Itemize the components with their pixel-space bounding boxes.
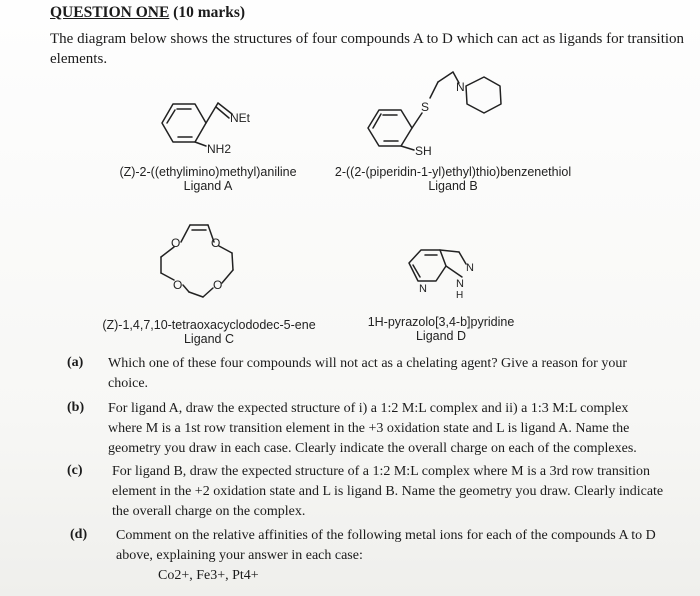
ligand-d-structure — [409, 250, 466, 281]
ligand-b-name: 2-((2-(piperidin-1-yl)ethyl)thio)benzenethiol — [334, 165, 572, 179]
ligand-b-nitrogen-label: N — [456, 80, 465, 94]
ligand-b-thiol-label: SH — [415, 144, 432, 158]
ligand-a-name: (Z)-2-((ethylimino)methyl)aniline — [119, 165, 297, 179]
ligand-a-caption — [108, 165, 308, 193]
metal-ions-list: Co2+, Fe3+, Pt4+ — [158, 568, 259, 583]
ligand-d-nitrogen-3: N — [456, 278, 464, 290]
ligand-d-tag: Ligand D — [415, 329, 467, 343]
ligand-c-oxygen-3: O — [173, 278, 183, 292]
ligand-c-oxygen-2: O — [211, 236, 221, 250]
question-title: QUESTION ONE — [50, 4, 170, 21]
ligand-d-name: 1H-pyrazolo[3,4-b]pyridine — [367, 315, 515, 329]
ligand-a-structure — [162, 103, 232, 146]
ligand-a-tag: Ligand A — [183, 179, 233, 193]
ligand-b-caption — [326, 165, 580, 193]
ligand-c-tag: Ligand C — [183, 332, 235, 346]
ligand-c-oxygen-4: O — [213, 278, 223, 292]
part-c-text: For ligand B, draw the expected structure of a 1:2 M:L complex where M is a 3rd row transition element in the +2 oxidation state and L is ligand B. Name the geometry you draw. Clearly indicate the overall charge on the complex. — [112, 464, 664, 519]
part-b-label: (b) — [67, 400, 85, 415]
part-c-label: (c) — [67, 463, 83, 478]
part-d-text: Comment on the relative affinities of the following metal ions for each of the compounds A to D above, explaining your answer in each case: — [116, 528, 656, 563]
ligand-d-nitrogen-1: N — [466, 262, 474, 274]
ligand-b-sulfur-label: S — [421, 100, 430, 114]
ligand-d-caption — [356, 315, 526, 343]
ligand-b-tag: Ligand B — [428, 179, 478, 193]
part-b-text: For ligand A, draw the expected structure of i) a 1:2 M:L complex and ii) a 1:3 M:L complex where M is a 1st row transition element in the +3 oxidation state and L is ligand A. Name the geometry you draw in each case. Clearly indicate the overall charge on each of the complexes. — [108, 401, 637, 456]
ligand-c-name: (Z)-1,4,7,10-tetraoxacyclododec-5-ene — [102, 318, 316, 332]
ligand-a-amine-label: NH2 — [207, 142, 232, 156]
question-marks: (10 marks) — [173, 4, 246, 21]
ligand-d-hydrogen: H — [456, 290, 464, 301]
part-d-label: (d) — [70, 527, 88, 542]
question-intro: The diagram below shows the structures of four compounds A to D which can act as ligands for transition elements. — [50, 31, 685, 67]
ligand-c-caption — [100, 318, 318, 346]
part-a-label: (a) — [67, 355, 84, 370]
part-a-text: Which one of these four compounds will not act as a chelating agent? Give a reason for your choice. — [108, 356, 627, 391]
ligand-d-nitrogen-2: N — [419, 283, 427, 295]
ligand-a-imine-label: NEt — [230, 111, 251, 125]
ligand-b-structure — [368, 72, 501, 150]
ligand-c-oxygen-1: O — [171, 236, 181, 250]
